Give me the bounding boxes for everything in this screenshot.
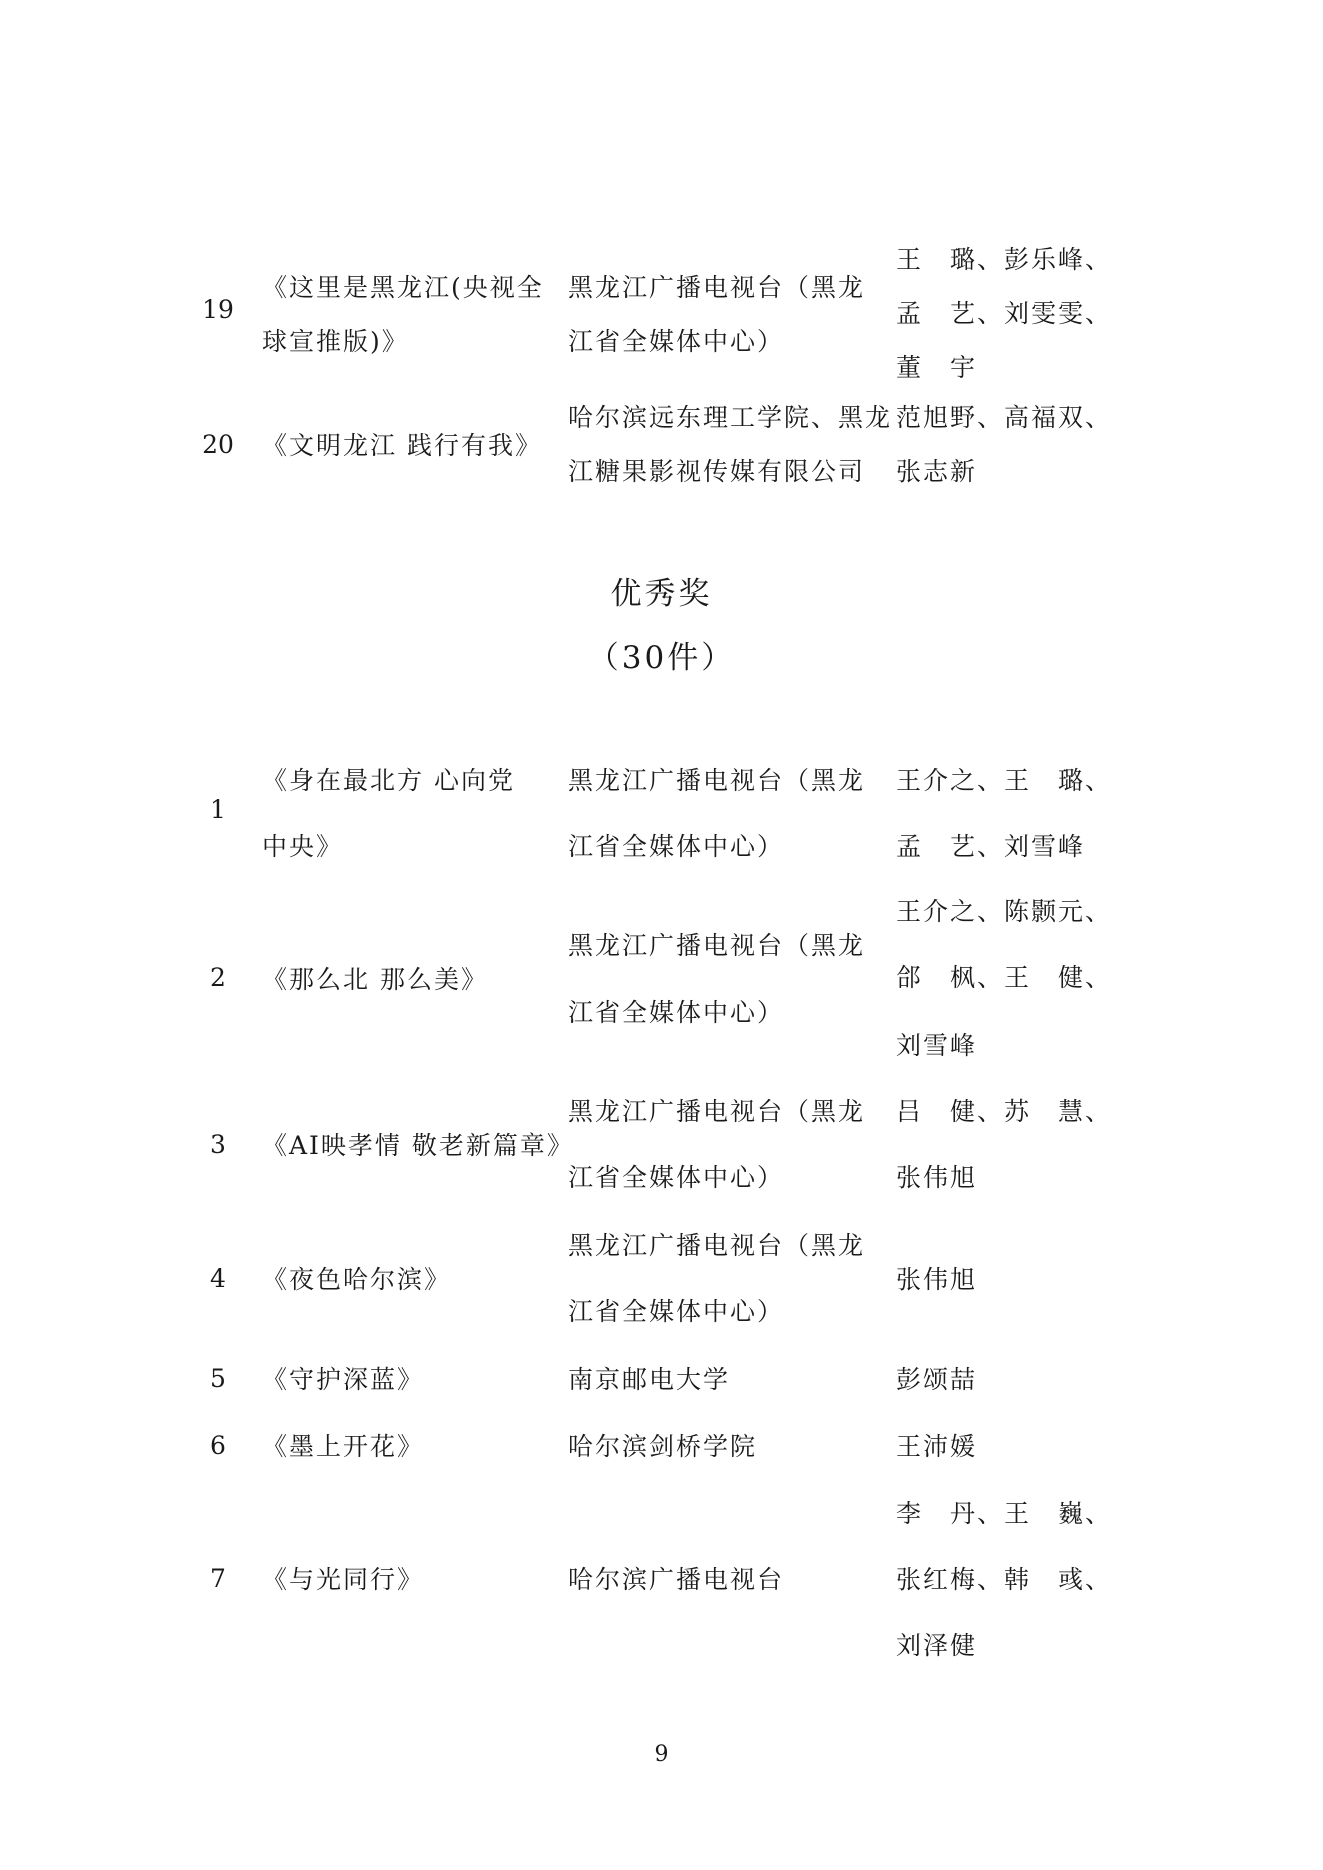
section-title: 优秀奖	[610, 576, 713, 612]
row-number: 20	[202, 430, 234, 459]
row-number: 2	[210, 963, 226, 992]
section-count: （30件）	[587, 640, 736, 676]
table-row: 1 《身在最北方 心向党 中央》 黑龙江广播电视台（黑龙 江省全媒体中心） 王介之、王 璐、 孟 艺、刘雪峰	[0, 755, 1323, 865]
row-number: 1	[210, 795, 226, 824]
table-row: 2 《那么北 那么美》 黑龙江广播电视台（黑龙 江省全媒体中心） 王介之、陈颢元、 郃 枫、王 健、 刘雪峰	[0, 888, 1323, 1058]
table-row: 6 《墨上开花》 哈尔滨剑桥学院 王沛媛	[0, 1423, 1323, 1473]
table-row: 19 《这里是黑龙江(央视全 球宣推版)》 黑龙江广播电视台（黑龙 江省全媒体中心） 王 璐、彭乐峰、 孟 艺、刘雯雯、 董 宇	[0, 232, 1323, 382]
table-row: 4 《夜色哈尔滨》 黑龙江广播电视台（黑龙 江省全媒体中心） 张伟旭	[0, 1222, 1323, 1332]
table-row: 3 《AI映孝情 敬老新篇章》 黑龙江广播电视台（黑龙 江省全媒体中心） 吕 健、苏 慧、 张伟旭	[0, 1088, 1323, 1198]
table-row: 7 《与光同行》 哈尔滨广播电视台 李 丹、王 巍、 张红梅、韩 彧、 刘泽健	[0, 1490, 1323, 1660]
row-number: 6	[210, 1431, 226, 1460]
table-row: 20 《文明龙江 践行有我》 哈尔滨远东理工学院、黑龙 江糖果影视传媒有限公司 范旭野、高福双、 张志新	[0, 398, 1323, 498]
row-number: 19	[202, 295, 234, 324]
row-number: 7	[210, 1564, 226, 1593]
row-number: 5	[210, 1364, 226, 1393]
table-row: 5 《守护深蓝》 南京邮电大学 彭颂喆	[0, 1356, 1323, 1406]
row-number: 3	[210, 1130, 226, 1159]
page-number: 9	[654, 1742, 669, 1767]
row-number: 4	[210, 1264, 226, 1293]
